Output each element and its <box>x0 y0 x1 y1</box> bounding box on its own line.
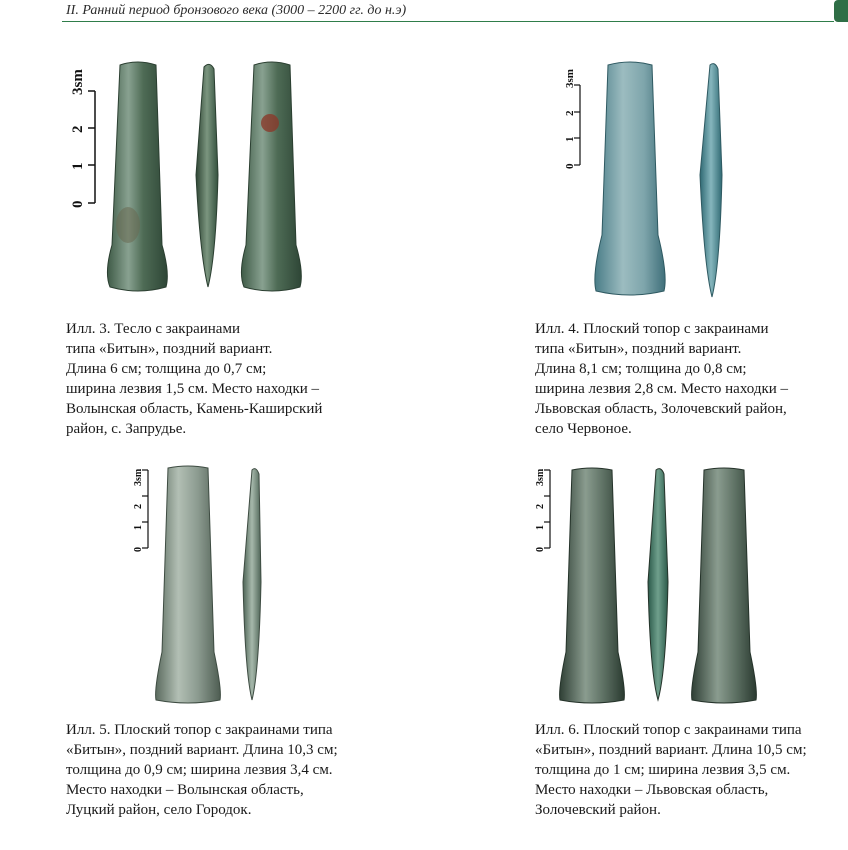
axe-front-view <box>156 466 221 703</box>
scale-tick-0: 0 <box>564 163 576 169</box>
axe-side-view <box>648 469 668 700</box>
axe-side-view <box>243 469 261 700</box>
scale-tick-1: 1 <box>133 525 144 530</box>
scale-tick-2: 2 <box>564 110 576 116</box>
axe-side-view <box>196 64 218 287</box>
figure-5-caption: Илл. 5. Плоский топор с закраинами типа «Битын», поздний вариант. Длина 10,3 см; толщина до 0,9 см; ширина лезвия 3,4 см. Место находки – Волынская область, Луцкий район, село Городок. <box>66 722 338 818</box>
scale-bar <box>535 468 550 552</box>
scale-unit-label: 3sm <box>535 468 546 486</box>
figure-3-photo <box>58 55 318 305</box>
scale-tick-2: 2 <box>133 504 144 509</box>
scale-bar <box>70 69 95 208</box>
figure-4-caption: Илл. 4. Плоский топор с закраинами типа «Битын», поздний вариант. Длина 8,1 см; толщина до 0,8 см; ширина лезвия 2,8 см. Место находки – Львовская область, Золочевский район, село Червоное. <box>535 321 789 437</box>
scale-bar <box>564 69 580 169</box>
figure-4-photo <box>560 55 740 305</box>
axe-front-view <box>595 62 665 295</box>
figure-3-caption: Илл. 3. Тесло с закраинами типа «Битын», поздний вариант. Длина 6 см; толщина до 0,7 см; ширина лезвия 1,5 см. Место находки – Волынская область, Камень-Каширский район, с. Запрудье. <box>66 321 323 437</box>
scale-unit-label: 3sm <box>133 468 144 486</box>
scale-tick-0: 0 <box>133 547 144 552</box>
figure-6-photo <box>530 462 770 707</box>
scale-tick-0: 0 <box>535 547 546 552</box>
axe-back-view <box>692 468 757 703</box>
scale-tick-1: 1 <box>564 136 576 142</box>
header-rule <box>62 21 834 22</box>
scale-tick-2: 2 <box>70 125 86 133</box>
scale-bar <box>133 468 148 552</box>
page-header <box>0 0 848 24</box>
scale-tick-0: 0 <box>70 200 86 208</box>
scale-tick-1: 1 <box>535 525 546 530</box>
axe-front-view <box>560 468 625 703</box>
axe-side-view <box>700 64 722 297</box>
scale-unit-label: 3sm <box>70 69 86 95</box>
scale-unit-label: 3sm <box>564 69 576 88</box>
axe-front-view <box>107 62 167 291</box>
scale-tick-2: 2 <box>535 504 546 509</box>
scale-tick-1: 1 <box>70 162 86 170</box>
axe-back-view <box>241 62 301 291</box>
section-tab <box>834 0 848 22</box>
figure-6-caption: Илл. 6. Плоский топор с закраинами типа «Битын», поздний вариант. Длина 10,5 см; толщина до 1 см; ширина лезвия 3,5 см. Место находки – Львовская область, Золочевский район. <box>535 722 807 818</box>
running-head: II. Ранний период бронзового века (3000 – 2200 гг. до н.э) <box>66 3 407 18</box>
figure-5-photo <box>128 462 278 707</box>
